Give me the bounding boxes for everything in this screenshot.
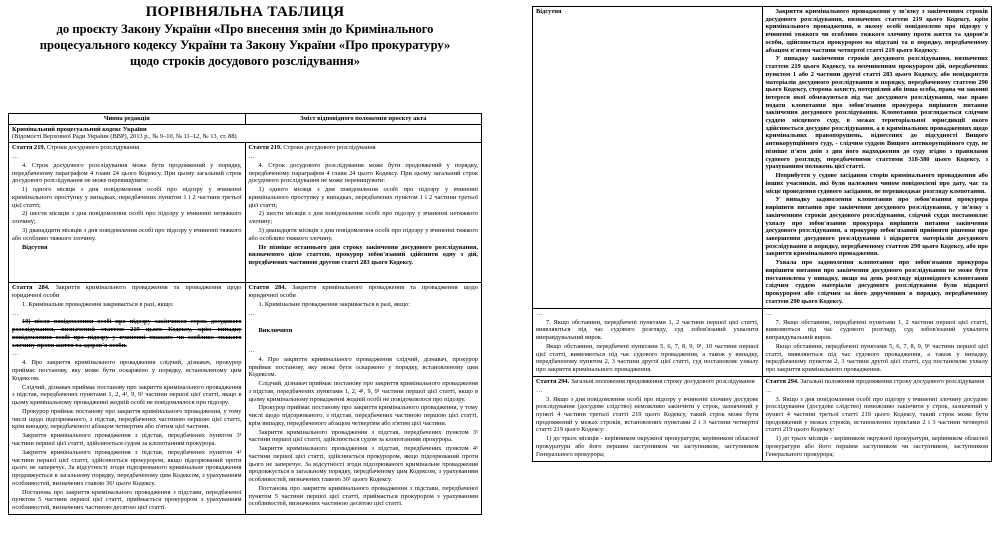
list-item: 2) шести місяців з дня повідомлення особі про підозру у вчиненні нетяжкого злочину;: [248, 210, 478, 226]
list-item: 1) одного місяця з дня повідомлення особі про підозру у вчиненні кримінального проступку у випадках, передбачених пунктом 1 і 2 частини третьої цієї статті;: [248, 186, 478, 209]
new-paragraph: Закриття кримінального провадження у зв'язку з закінченням строків досудового розслідування, визначених статтею 219 цього Кодексу, крім кримінального провадження, в якому особі повідомлено про підозру у вчиненні тяжкого чи особливо тяжкого злочину проти життя та здоров'я особи, здійснюється прокурором на підставі та в порядку, передбаченому абзацом п'ятим частини четвертої статті 219 цього Кодексу.: [765, 8, 988, 54]
proposed-new-provisions: [762, 7, 992, 309]
paragraph: 3. Якщо з дня повідомлення особі про підозру у вчиненні злочину досудове розслідування (досудове слідство) неможливо закінчити у строк, зазначений у пункті 4 частини третьої статті 219 цього Кодексу, такий строк може бути продовжений у межах строків, встановлених пунктами 2 і 3 частини четвертої статті 219 цього Кодексу:: [536, 395, 759, 434]
page-gutter: [490, 0, 510, 544]
paragraph: 4. Про закриття кримінального провадження слідчий, дізнавач, прокурор приймає постанову, яку може бути оскаржено у порядку, встановленому цим Кодексом.: [248, 355, 478, 379]
paragraph: Слідчий, дізнавач приймає постанову про закриття кримінального провадження з підстав, передбачених пунктами 1, 2, 4¹, 9, 9¹ частини першої цієї статті, якщо в цьому кримінальному провадженні жодній особі не повідомлялося про підозру.: [248, 380, 478, 403]
document-title: [8, 4, 482, 69]
article-heading: Строки досудового розслідування: [281, 144, 376, 152]
list-item: 2) шести місяців з дня повідомлення особі про підозру у вчиненні нетяжкого злочину;: [12, 210, 242, 226]
article-number: Стаття 219.: [12, 144, 46, 152]
code-title-row: [9, 124, 482, 142]
paragraph: Якщо обставини, передбачені пунктами 5, 6, 7, 8, 9, 9¹ частини першої цієї статті, виявляються під час судового провадження, а також у випадку, передбаченому пунктом 2, 3 частини другої цієї статті, суд постановляє ухвалу про закриття кримінального провадження.: [765, 342, 988, 373]
paragraph: 4. Про закриття кримінального провадження слідчий, дізнавач, прокурор приймає постанову, яку може бути оскаржено у порядку, встановленому цим Кодексом.: [12, 359, 242, 382]
document-page-2: [510, 0, 1000, 544]
paragraph: 7. Якщо обставини, передбачені пунктами 1, 2 частини першої цієї статті, виявляються під час судового розгляду, суд зобов'язаний ухвалити виправдувальний вирок.: [765, 318, 988, 341]
new-paragraph: Не пізніше останнього дня строку закінчення досудового розслідування, визначеного цією статтею, прокурор зобов'язаний здійснити одну з дій, передбачених частиною другою статті 283 цього Кодексу.: [248, 243, 478, 267]
ellipsis: …: [248, 347, 256, 354]
paragraph: Закриття кримінального провадження з підстав, передбачених пунктом 4¹ частини першої цієї статті, здійснюється прокурором, якщо підозрюваний проти цього не заперечує. За відсутності згоди підозрюваного кримінальне провадження продовжується в загальному порядку, передбаченому цим Кодексом, з урахуванням особливостей, визначених главою 36¹ цього Кодексу.: [248, 445, 478, 484]
paragraph: Прокурор приймає постанову про закриття кримінального провадження, у тому числі щодо підозрюваного, з підстав, передбачених частиною першою цієї статті, крім випадку, передбаченого абзацом четвертим або п'ятим цієї частини.: [248, 404, 478, 427]
paragraph: Прокурор приймає постанову про закриття кримінального провадження, у тому числі щодо підозрюваного, з підстав, передбачених частиною першою цієї статті, крім випадку, передбаченого абзацом четвертим або п'ятим цієї частини.: [12, 407, 242, 431]
title-line-1: ПОРІВНЯЛЬНА ТАБЛИЦЯ: [145, 4, 345, 20]
proposed-part-7: [762, 308, 992, 376]
ellipsis: …: [765, 309, 773, 317]
paragraph: Закриття кримінального провадження з підстав, передбачених пунктом 4¹ частини першої цієї статті, здійснюється прокурором, якщо підозрюваний проти цього не заперечує. За відсутності згоди підозрюваного кримінальне провадження продовжується в загальному порядку, передбаченому цим Кодексом, з урахуванням особливостей, визначених главою 36¹ цього Кодексу.: [12, 448, 242, 487]
list-item: 3) дванадцяти місяців з дня повідомлення особі про підозру у вчиненні тяжкого або особливо тяжкого злочину.: [12, 227, 242, 242]
article-number: Стаття 294.: [765, 377, 799, 385]
paragraph: 3. Якщо з дня повідомлення особі про підозру у вчиненні злочину досудове розслідування (досудове слідство) неможливо закінчити у строк, зазначений у пункті 4 частини третьої статті 219 цього Кодексу, такий строк може бути продовжений у межах строків, встановлених пунктами 2 і 3 частини четвертої статті 219 цього Кодексу:: [765, 395, 988, 434]
table-row-part-7: [533, 308, 992, 376]
title-line-3: процесуального кодексу України та Закону України «Про прокуратуру»: [39, 38, 451, 52]
list-item: 1) до трьох місяців - керівником окружної прокуратури, керівником обласної прокуратури або його першим заступником чи заступником, заступником Генерального прокурора;: [765, 435, 988, 458]
excluded-note: Виключити: [258, 327, 293, 335]
current-article-284: [9, 283, 246, 515]
title-line-4: щодо строків досудового розслідування»: [129, 54, 361, 68]
list-item: 3) дванадцяти місяців з дня повідомлення особі про підозру у вчиненні тяжкого або особливо тяжкого злочину.: [248, 227, 478, 242]
paragraph: 4. Строк досудового розслідування може бути продовжений у порядку, передбаченому параграфом 4 глави 24 цього Кодексу. При цьому загальний строк досудового розслідування не може перевищувати:: [248, 161, 478, 185]
article-number: Стаття 219.: [248, 144, 282, 152]
paragraph: Слідчий, дізнавач приймає постанову про закриття кримінального провадження з підстав, передбачених пунктами 1, 2, 4¹, 9, 9¹ частини першої цієї статті, якщо в цьому кримінальному провадженні жодній особі не повідомлялося про підозру.: [12, 383, 242, 407]
column-header-current: Чинна редакція: [9, 114, 246, 125]
current-article-219: [9, 143, 246, 283]
paragraph: Закриття кримінального провадження з підстав, передбачених пунктом 3¹ частини першої цієї статті, здійснюється судом за клопотанням прокурора.: [12, 432, 242, 447]
table-header-row: [9, 114, 482, 125]
list-item: 1) до трьох місяців - керівником окружної прокуратури, керівником обласної прокуратури або його першим заступником чи заступником, заступником Генерального прокурора;: [536, 435, 759, 458]
document-page-1: [0, 0, 490, 544]
ellipsis: …: [12, 309, 20, 317]
new-paragraph: Ухвала про задоволення клопотання про зобов'язання прокурора вирішити питання про закінчення досудового розслідування не може бути постановлена у випадку, якщо на день розгляду відповідного клопотання слідчим суддею матеріали досудового розслідування були відкриті прокурором або слідчим за його дорученням в порядку, передбаченому статтею 290 цього Кодексу.: [765, 259, 988, 305]
new-paragraph: Неприбуття у судове засідання сторін кримінального провадження або інших учасників, які були належним чином повідомлені про дату, час та місце проведення судового засідання, не перешкоджає розгляду клопотання.: [765, 172, 988, 195]
article-heading: Загальні положення продовження строку досудового розслідування: [569, 377, 755, 385]
comparison-table-page-2: [532, 6, 992, 462]
article-number: Стаття 284.: [248, 284, 287, 292]
proposed-article-284: [245, 283, 482, 515]
current-part-7: [533, 308, 763, 376]
paragraph: 4. Строк досудового розслідування може бути продовжений у порядку, передбаченому параграфом 4 глави 24 цього Кодексу. При цьому загальний строк досудового розслідування не може перевищувати:: [12, 161, 242, 185]
proposed-article-219: [245, 143, 482, 283]
paragraph: 1. Кримінальне провадження закривається в разі, якщо:: [258, 300, 410, 308]
current-absent: [533, 7, 763, 309]
article-number: Стаття 284.: [12, 284, 50, 292]
new-paragraph: У випадку закінчення строків досудового розслідування, визначених статтею 219 цього Кодексу, та неочиненням прокурором дій, передбачених пунктом 1 або 2 частини другої статті 283 цього Кодексу, або невідкриття матеріалів досудового розслідування в порядку, передбаченому статтею 290 цього Кодексу, сторона захисту, потерпілий або інша особа, права чи законні інтереси якої обмежуються під час досудового розслідування, має право подати клопотання про зобов'язання прокурора вирішити питання закінчення досудового розслідування. Клопотання розглядається слідчим суддею місцевого суду, в межах територіальної юрисдикції якого здійснюється досудове розслідування, а в кримінальних провадженнях щодо кримінальних правопорушень, віднесених до підсудності Вищого антикорупційного суду, - слідчим суддею Вищого антикорупційного суду, не пізніше п'яти днів з дня його надходження до суду згідно з правилами судового розгляду, передбаченими статтями 318-380 цього Кодексу, з урахуванням положень цієї статті.: [765, 55, 988, 171]
paragraph: Постанова про закриття кримінального провадження з підстави, передбаченої пунктом 5 частини першої цієї статті, приймається прокурором з урахуванням особливостей, визначених частиною десятою цієї статті.: [12, 488, 242, 511]
ellipsis: …: [765, 386, 773, 394]
table-row-article-284: [9, 283, 482, 515]
absent-note: Відсутня: [22, 243, 48, 251]
current-article-294: [533, 376, 763, 461]
article-heading: Закриття кримінального провадження та провадження щодо юридичної особи: [12, 284, 242, 299]
column-header-proposed: Зміст відповідного положення проєкту акта: [245, 114, 482, 125]
title-line-2: до проєкту Закону України «Про внесення змін до Кримінального: [56, 22, 434, 36]
article-heading: Закриття кримінального провадження та провадження щодо юридичної особи: [248, 284, 478, 299]
table-row-article-219: [9, 143, 482, 283]
paragraph: 7. Якщо обставини, передбачені пунктами 1, 2 частини першої цієї статті, виявляються під час судового розгляду, суд зобов'язаний ухвалити виправдувальний вирок.: [536, 318, 759, 341]
article-number: Стаття 294.: [536, 377, 570, 385]
proposed-article-294: [762, 376, 992, 461]
article-heading: Загальні положення продовження строку досудового розслідування: [798, 377, 985, 385]
ellipsis: …: [536, 386, 544, 394]
new-paragraph: У випадку задоволення клопотання про зобов'язання прокурора вирішити питання про закінчення досудового розслідування, у зв'язку з закінченням строків досудового розслідування, слідчий суддя постановляє ухвалу про зобов'язання прокурора вирішити питання закінчення досудового розслідування, а прокурор зобов'язаний прийняти рішення про завершення досудового розслідування і відкриття матеріалів досудового розслідування в порядку, передбаченому статтею 290 цього Кодексу, або про закриття кримінального провадження.: [765, 196, 988, 258]
paragraph: 1. Кримінальне провадження закривається в разі, якщо:: [22, 300, 174, 308]
paragraph: Якщо обставини, передбачені пунктами 5, 6, 7, 8, 9, 9¹, 10 частини першої цієї статті, виявляються під час судового провадження, а також у випадку, передбаченому пунктом 2, 3 частини другої цієї статті, суд постановляє ухвалу про закриття кримінального провадження.: [536, 342, 759, 373]
paragraph: Закриття кримінального провадження з підстав, передбачених пунктом 3¹ частини першої цієї статті, здійснюється судом за клопотанням прокурора.: [248, 428, 478, 444]
absent-note: Відсутня: [536, 8, 562, 15]
paragraph: Постанова про закриття кримінального провадження з підстави, передбаченої пунктом 5 частини першої цієї статті, приймається прокурором з урахуванням особливостей, визначених частиною десятою цієї статті.: [248, 485, 478, 508]
list-item: 1) одного місяця з дня повідомлення особі про підозру у вчиненні кримінального проступку у випадках, передбачених пунктом 1 і 2 частини третьої цієї статті;: [12, 186, 242, 209]
comparison-table-page-1: [8, 113, 482, 515]
article-heading: Строки досудового розслідування: [45, 144, 140, 152]
ellipsis: …: [248, 309, 256, 317]
ellipsis: …: [248, 153, 256, 160]
ellipsis: …: [12, 153, 20, 160]
ellipsis: …: [536, 309, 544, 317]
code-title: Кримінальний процесуальний кодекс України: [12, 125, 147, 133]
code-source: (Відомості Верховної Ради України (ВВР), 2013 р., № 9–10, № 11–12, № 13, ст. 88): [12, 133, 237, 141]
struck-paragraph: 10) після повідомлення особі про підозру закінчився строк досудового розслідування, визначений статтею 219 цього Кодексу, крім випадку повідомлення особі про підозру у вчиненні тяжкого чи особливо тяжкого злочину проти життя та здоров'я особи.: [12, 318, 242, 349]
ellipsis: …: [12, 350, 20, 358]
table-row-absent-new: [533, 7, 992, 309]
table-row-article-294: [533, 376, 992, 461]
